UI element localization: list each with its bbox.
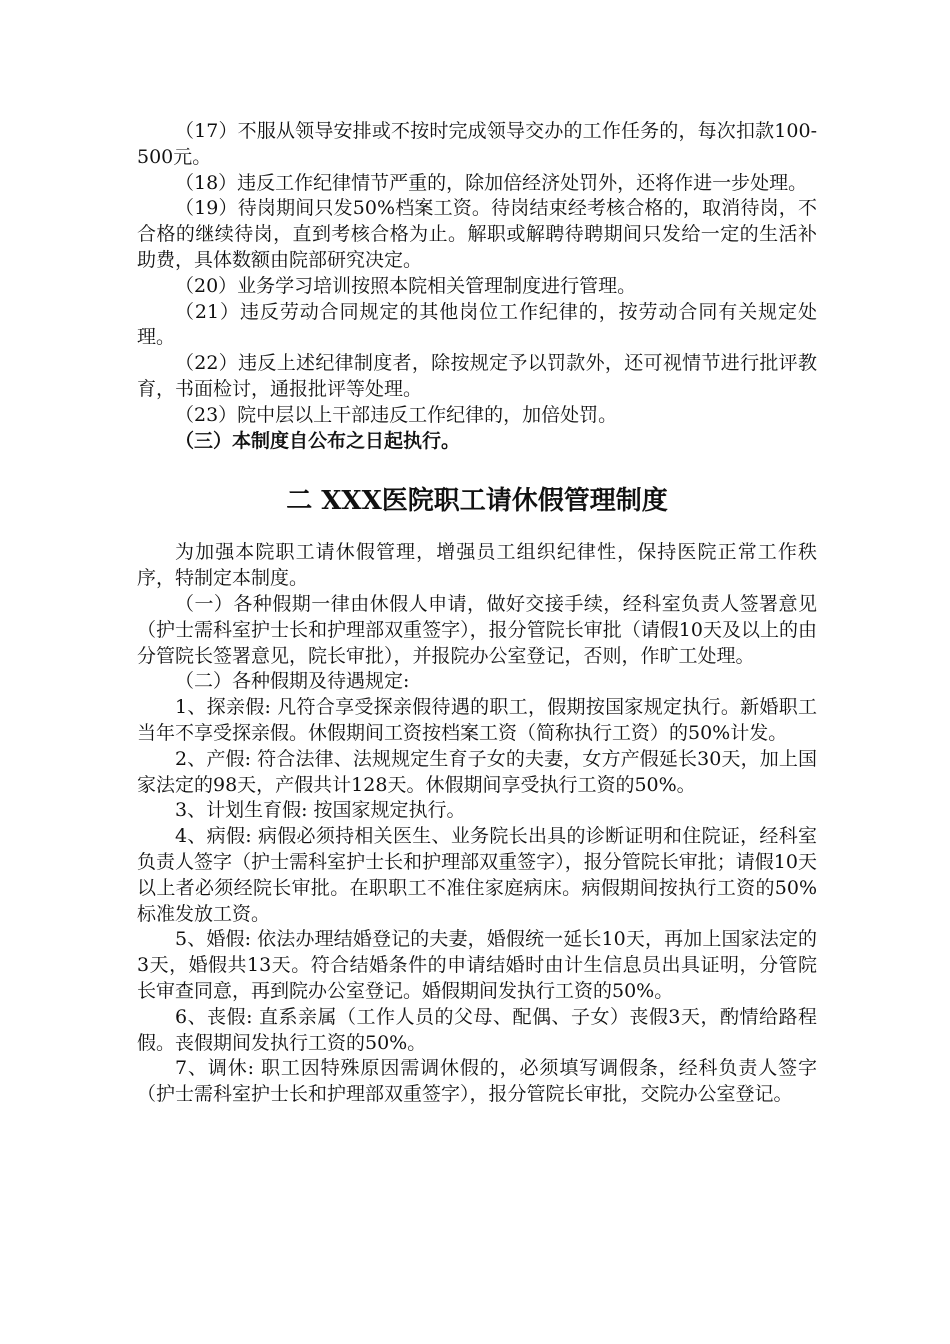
rule-17-paragraph: （17）不服从领导安排或不按时完成领导交办的工作任务的，每次扣款100-500元。 [137,120,817,168]
marriage-leave-paragraph: 5、婚假: 依法办理结婚登记的夫妻，婚假统一延长10天，再加上国家法定的3天，婚假共13天。符合结婚条件的申请结婚时由计生信息员出具证明，分管院长审查同意，再到院办公室登记。婚假期间发执行工资的50%。 [137,928,817,1002]
compensatory-leave-paragraph: 7、调休: 职工因特殊原因需调休假的，必须填写调假条，经科负责人签字（护士需科室护士长和护理部双重签字），报分管院长审批，交院办公室登记。 [137,1057,817,1106]
bereavement-leave-paragraph: 6、丧假: 直系亲属（工作人员的父母、配偶、子女）丧假3天，酌情给路程假。丧假期间发执行工资的50%。 [137,1005,817,1054]
family-planning-leave-paragraph: 3、计划生育假: 按国家规定执行。 [175,799,466,822]
effective-date-paragraph: （三）本制度自公布之日起执行。 [175,429,461,452]
leave-types-heading: （二）各种假期及待遇规定: [175,670,410,693]
rule-21-paragraph: （21）违反劳动合同规定的其他岗位工作纪律的，按劳动合同有关规定处理。 [137,300,817,349]
rule-23-paragraph: （23）院中层以上干部违反工作纪律的，加倍处罚。 [175,403,618,426]
document-page [137,119,817,1108]
rule-22-paragraph: （22）违反上述纪律制度者，除按规定予以罚款外，还可视情节进行批评教育，书面检讨，通报批评等处理。 [137,352,817,400]
rule-20-paragraph: （20）业务学习培训按照本院相关管理制度进行管理。 [175,274,637,297]
section-title: 二 XXX医院职工请休假管理制度 [286,486,668,517]
sick-leave-paragraph: 4、病假: 病假必须持相关医生、业务院长出具的诊断证明和住院证，经科室负责人签字（护士需科室护士长和护理部双重签字），报分管院长审批；请假10天以上者必须经院长审批。在职职工不准住家庭病床。病假期间按执行工资的50%标准发放工资。 [137,825,817,925]
rule-19-paragraph: （19）待岗期间只发50%档案工资。待岗结束经考核合格的，取消待岗，不合格的继续待岗，直到考核合格为止。解职或解聘待聘期间只发给一定的生活补助费，具体数额由院部研究决定。 [137,197,817,271]
maternity-leave-paragraph: 2、产假: 符合法律、法规规定生育子女的夫妻，女方产假延长30天，加上国家法定的98天，产假共计128天。休假期间享受执行工资的50%。 [137,747,817,796]
intro-paragraph: 为加强本院职工请休假管理，增强员工组织纪律性，保持医院正常工作秩序，特制定本制度。 [137,541,817,590]
rule-18-paragraph: （18）违反工作纪律情节严重的，除加倍经济处罚外，还将作进一步处理。 [175,171,808,194]
application-procedure-paragraph: （一）各种假期一律由休假人申请，做好交接手续，经科室负责人签署意见（护士需科室护士长和护理部双重签字），报分管院长审批（请假10天及以上的由分管院长签署意见，院长审批），并报院办公室登记，否则，作旷工处理。 [137,592,817,667]
family-visit-leave-paragraph: 1、探亲假: 凡符合享受探亲假待遇的职工，假期按国家规定执行。新婚职工当年不享受探亲假。休假期间工资按档案工资（简称执行工资）的50%计发。 [137,696,817,744]
